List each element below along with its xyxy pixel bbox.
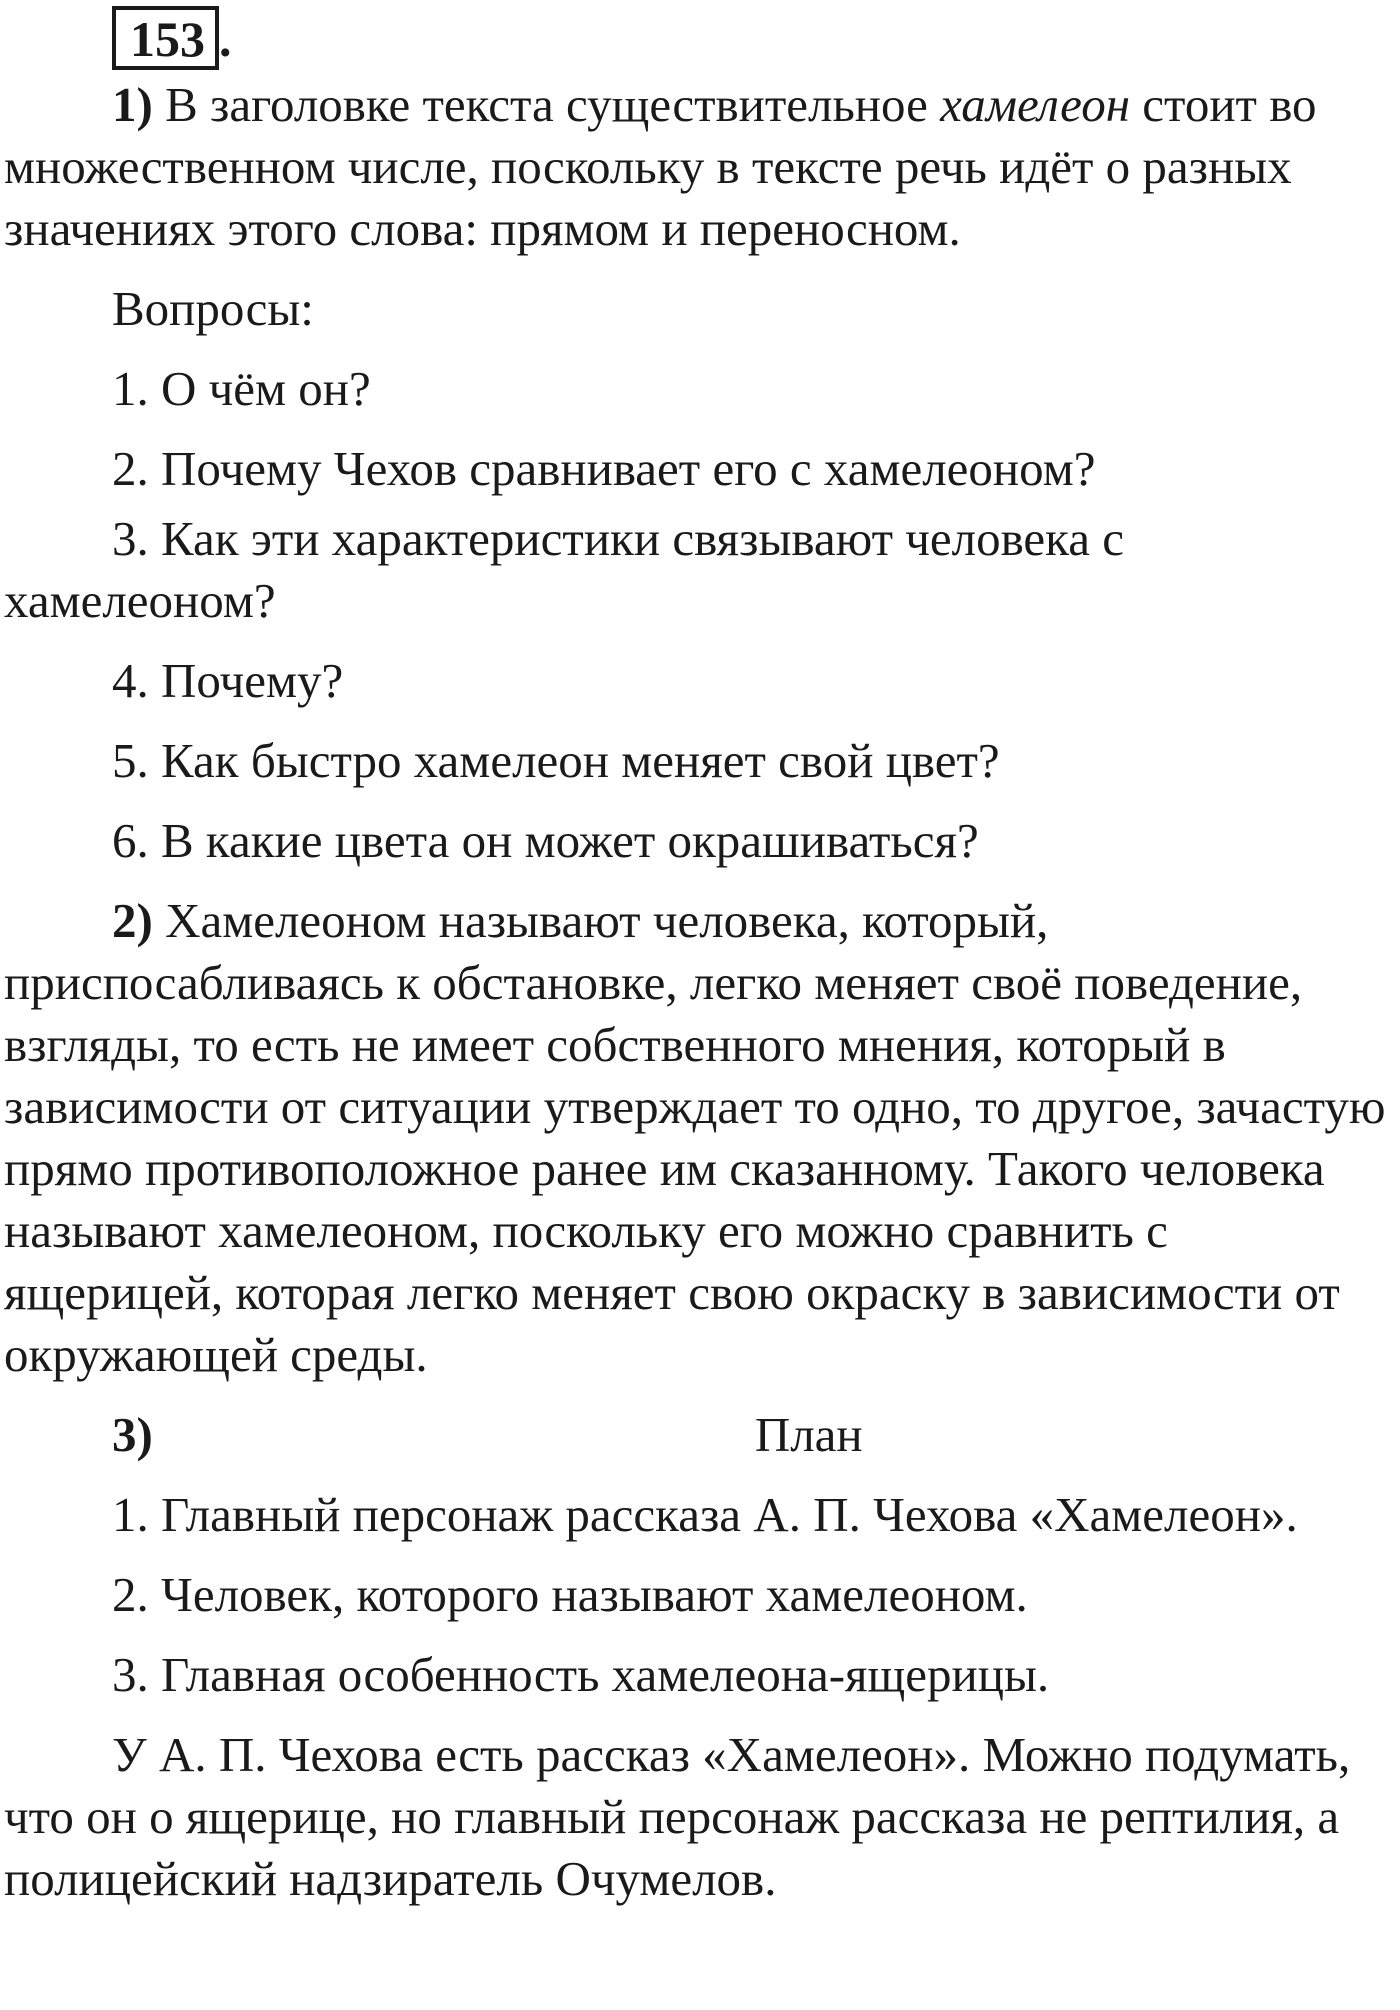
- exercise-number-dot: .: [219, 11, 232, 67]
- section-2-marker: 2): [112, 893, 153, 948]
- question-2: 2. Почему Чехов сравнивает его с хамелеоном?: [112, 441, 1096, 496]
- section-1-text-before: В заголовке текста существительное: [165, 77, 928, 132]
- section-3-marker: 3): [112, 1407, 153, 1462]
- question-4: 4. Почему?: [112, 653, 344, 708]
- section-1-paragraph: [4, 74, 1396, 260]
- plan-item-3: 3. Главная особенность хамелеона-ящерицы.: [112, 1647, 1050, 1702]
- section-1-marker: 1): [112, 77, 153, 132]
- exercise-number: 153: [112, 6, 219, 70]
- question-5: 5. Как быстро хамелеон меняет свой цвет?: [112, 733, 1000, 788]
- section-1-text-after: стоит во множественном числе, поскольку в тексте речь идёт о разных значениях этого слова: прямом и переносном.: [4, 77, 1317, 256]
- exercise-header: [4, 6, 1396, 74]
- closing-paragraph: У А. П. Чехова есть рассказ «Хамелеон». Можно подумать, что он о ящерице, но главный персонаж рассказа не рептилия, а полицейский надзиратель Очумелов.: [4, 1727, 1351, 1906]
- question-1: 1. О чём он?: [112, 361, 371, 416]
- questions-label: Вопросы:: [112, 281, 314, 336]
- section-2-paragraph: [4, 890, 1396, 1386]
- question-3: 3. Как эти характеристики связывают человека с хамелеоном?: [4, 511, 1124, 628]
- section-3-heading: [4, 1404, 1396, 1466]
- plan-item-1: 1. Главный персонаж рассказа А. П. Чехова «Хамелеон».: [112, 1487, 1298, 1542]
- question-6: 6. В какие цвета он может окрашиваться?: [112, 813, 979, 868]
- plan-title: План: [754, 1407, 863, 1462]
- section-2-text: Хамелеоном называют человека, который, приспосабливаясь к обстановке, легко меняет своё поведение, взгляды, то есть не имеет собственного мнения, который в зависимости от ситуации утверждает то одно, то другое, зачастую прямо противоположное ранее им сказанному. Такого человека называют хамелеоном, поскольку его можно сравнить с ящерицей, которая легко меняет свою окраску в зависимости от окружающей среды.: [4, 893, 1386, 1382]
- section-1-italic-word: хамелеон: [940, 77, 1131, 132]
- document-page: [4, 6, 1396, 1910]
- plan-item-2: 2. Человек, которого называют хамелеоном.: [112, 1567, 1028, 1622]
